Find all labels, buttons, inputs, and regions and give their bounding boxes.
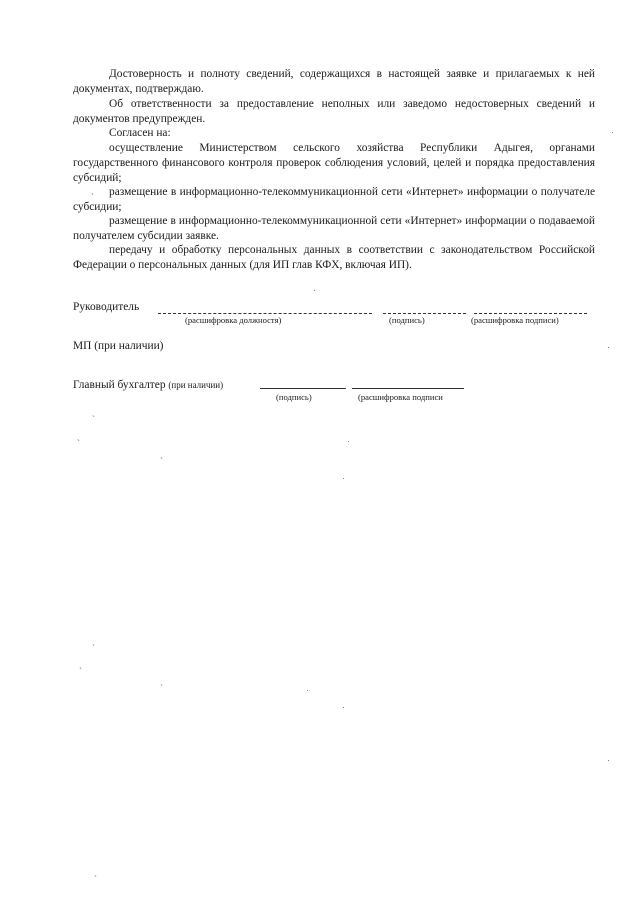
scan-dot xyxy=(343,478,344,479)
scan-mark: ˏ xyxy=(160,449,163,459)
scan-mark: ˏ xyxy=(92,407,95,417)
stamp-label: МП (при наличии) xyxy=(73,340,164,352)
scan-dot xyxy=(314,290,315,291)
scan-dot xyxy=(307,690,308,691)
head-decoding-caption: (расшифровка подписи) xyxy=(471,315,559,325)
scan-dot xyxy=(343,707,344,708)
scan-dot xyxy=(608,347,609,348)
paragraph-consent-personal-data: передачу и обработку персональных данных в соответствии с законодательством Российской Федерации о персональных данных (для ИП глав КФХ, включая ИП). xyxy=(73,244,595,271)
scan-mark: ˏ xyxy=(160,676,163,686)
scan-mark: ˏ xyxy=(92,636,95,646)
scan-mark: ˏ xyxy=(94,867,97,877)
accountant-label-note: (при наличии) xyxy=(168,380,224,390)
scan-dot xyxy=(608,760,609,761)
accountant-label: Главный бухгалтер xyxy=(73,379,166,391)
scan-mark: ˏ xyxy=(79,659,82,669)
scan-dot xyxy=(612,132,613,133)
scan-dot xyxy=(348,441,349,442)
accountant-signature-line xyxy=(260,388,346,389)
paragraph-responsibility: Об ответственности за предоставление неполных или заведомо недостоверных сведений и документов предупрежден. xyxy=(73,98,595,125)
accountant-signature-caption: (подпись) xyxy=(276,392,312,402)
paragraph-consent-recipient-info: размещение в информационно-телекоммуникационной сети «Интернет» информации о получателе субсидии; xyxy=(73,186,595,213)
paragraph-consent-inspection: осуществление Министерством сельского хозяйства Республики Адыгея, органами государственного финансового контроля проверок соблюдения условий, целей и порядка предоставления субсидий; xyxy=(73,142,595,184)
head-position-caption: (расшифровка должностя) xyxy=(185,315,282,325)
head-decoding-line xyxy=(474,313,587,314)
accountant-decoding-line xyxy=(352,388,464,389)
scan-mark: ˏ xyxy=(77,431,80,441)
head-signature-caption: (подпись) xyxy=(389,315,425,325)
head-signature-line xyxy=(383,313,466,314)
paragraph-consent-heading: Согласен на: xyxy=(109,127,171,139)
accountant-label-block xyxy=(73,378,223,392)
paragraph-confirmation: Достоверность и полноту сведений, содержащихся в настоящей заявке и прилагаемых к ней документах, подтверждаю. xyxy=(73,68,595,95)
accountant-decoding-caption: (расшифровка подписи xyxy=(358,392,443,402)
paragraph-consent-application-info: размещение в информационно-телекоммуникационной сети «Интернет» информации о подаваемой получателем субсидии заявке. xyxy=(73,215,595,242)
head-label: Руководитель xyxy=(73,301,140,313)
scan-mark: ˏ xyxy=(91,185,94,195)
head-position-line xyxy=(158,313,372,314)
